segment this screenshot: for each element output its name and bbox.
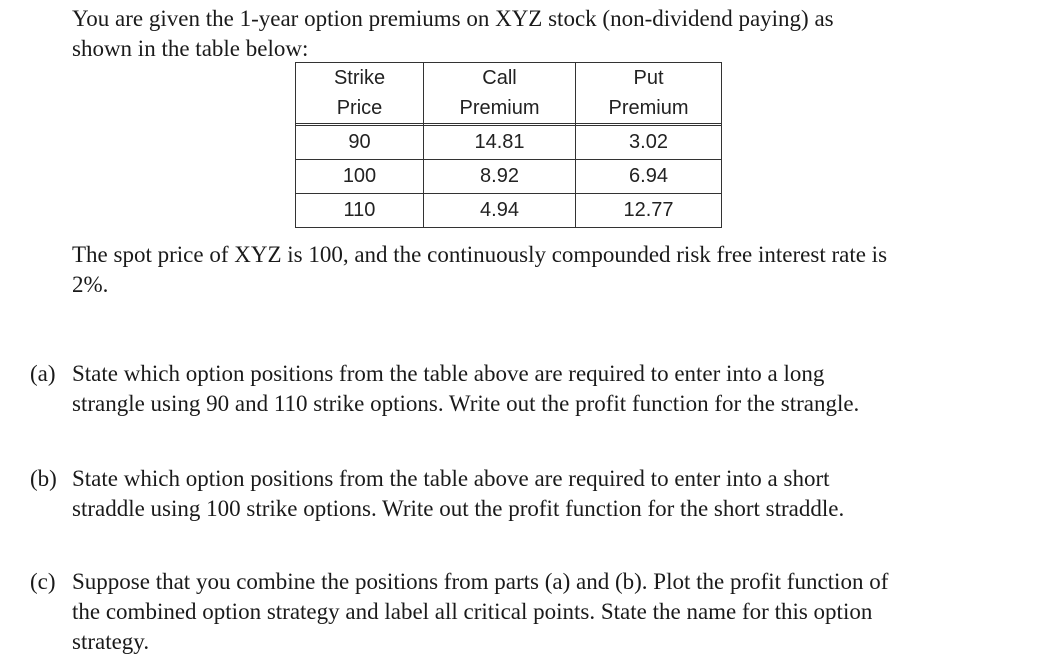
table-header-row [296, 93, 722, 124]
question-line: straddle using 100 strike options. Write out the profit function for the short straddle. [72, 496, 845, 521]
put-premium-cell: 6.94 [576, 160, 722, 194]
question-label: (a) [30, 361, 56, 386]
header-price: Price [296, 93, 424, 124]
intro-line-1: You are given the 1-year option premiums on XYZ stock (non-dividend paying) as [72, 6, 834, 31]
strike-cell: 90 [296, 126, 424, 160]
header-call-premium: Premium [424, 93, 576, 124]
call-premium-cell: 14.81 [424, 126, 576, 160]
strike-cell: 100 [296, 160, 424, 194]
table-header-row [296, 63, 722, 94]
header-strike: Strike [296, 63, 424, 94]
question-line: strangle using 90 and 110 strike options. Write out the profit function for the strangle. [72, 391, 860, 416]
spot-line-2: 2%. [72, 272, 109, 297]
option-premiums-table [295, 62, 722, 228]
put-premium-cell: 3.02 [576, 126, 722, 160]
header-put: Put [576, 63, 722, 94]
table-row [296, 126, 722, 160]
spot-line-1: The spot price of XYZ is 100, and the continuously compounded risk free interest rate is [72, 242, 888, 267]
table-row [296, 194, 722, 228]
question-label: (c) [30, 569, 56, 594]
question-line: strategy. [72, 629, 150, 654]
question-line: Suppose that you combine the positions from parts (a) and (b). Plot the profit function of [72, 569, 889, 594]
call-premium-cell: 4.94 [424, 194, 576, 228]
intro-line-2: shown in the table below: [72, 36, 309, 61]
question-b [30, 464, 1040, 524]
strike-cell: 110 [296, 194, 424, 228]
spot-price-paragraph [72, 240, 1032, 300]
call-premium-cell: 8.92 [424, 160, 576, 194]
question-line: the combined option strategy and label all critical points. State the name for this option [72, 599, 873, 624]
question-line: State which option positions from the table above are required to enter into a long [72, 361, 825, 386]
header-call: Call [424, 63, 576, 94]
put-premium-cell: 12.77 [576, 194, 722, 228]
question-line: State which option positions from the table above are required to enter into a short [72, 466, 830, 491]
question-label: (b) [30, 466, 57, 491]
intro-paragraph [72, 4, 1032, 64]
question-c [30, 567, 1040, 657]
table-row [296, 160, 722, 194]
question-a [30, 359, 1040, 419]
header-put-premium: Premium [576, 93, 722, 124]
